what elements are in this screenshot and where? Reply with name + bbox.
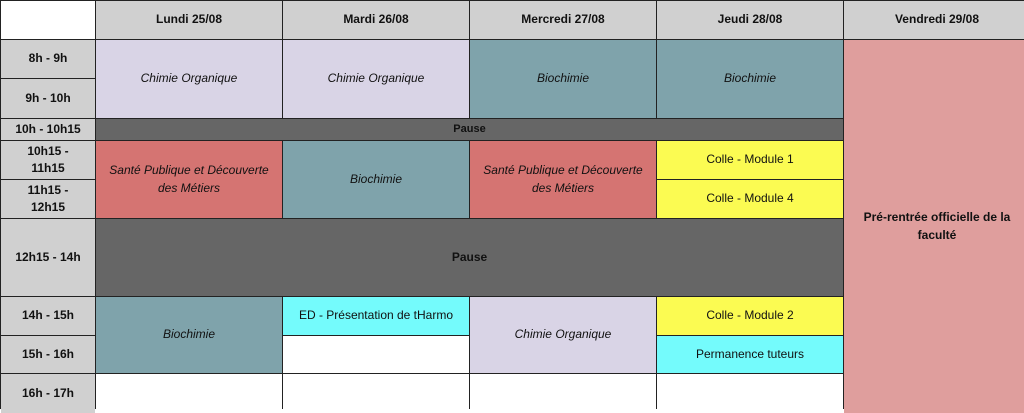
time-slot: 9h - 10h bbox=[1, 79, 95, 118]
event-cell: Santé Publique et Découverte des Métiers bbox=[470, 141, 656, 218]
event-cell: Chimie Organique bbox=[96, 40, 282, 118]
pause-bar: Pause bbox=[96, 219, 843, 296]
event-cell: Biochimie bbox=[283, 141, 469, 218]
pause-bar: Pause bbox=[96, 119, 843, 140]
day-header-wednesday: Mercredi 27/08 bbox=[470, 1, 656, 39]
day-header-monday: Lundi 25/08 bbox=[96, 1, 282, 39]
event-cell: Biochimie bbox=[470, 40, 656, 118]
empty-cell bbox=[283, 336, 469, 373]
event-cell: Biochimie bbox=[657, 40, 843, 118]
empty-cell bbox=[470, 374, 656, 413]
time-slot: 14h - 15h bbox=[1, 297, 95, 335]
event-cell: Chimie Organique bbox=[283, 40, 469, 118]
event-cell: ED - Présentation de tHarmo bbox=[283, 297, 469, 335]
day-header-thursday: Jeudi 28/08 bbox=[657, 1, 843, 39]
time-slot: 10h - 10h15 bbox=[1, 119, 95, 140]
day-header-friday: Vendredi 29/08 bbox=[844, 1, 1024, 39]
time-slot: 10h15 - 11h15 bbox=[1, 141, 95, 179]
event-cell: Pré-rentrée officielle de la faculté bbox=[844, 40, 1024, 413]
event-cell: Colle - Module 4 bbox=[657, 180, 843, 218]
event-cell: Colle - Module 1 bbox=[657, 141, 843, 179]
event-cell: Biochimie bbox=[96, 297, 282, 373]
empty-cell bbox=[657, 374, 843, 413]
time-slot: 16h - 17h bbox=[1, 374, 95, 413]
event-cell: Colle - Module 2 bbox=[657, 297, 843, 335]
day-header-tuesday: Mardi 26/08 bbox=[283, 1, 469, 39]
empty-cell bbox=[283, 374, 469, 413]
time-slot: 15h - 16h bbox=[1, 336, 95, 373]
event-cell: Chimie Organique bbox=[470, 297, 656, 373]
empty-cell bbox=[96, 374, 282, 413]
time-slot: 8h - 9h bbox=[1, 40, 95, 78]
event-cell: Santé Publique et Découverte des Métiers bbox=[96, 141, 282, 218]
event-cell: Permanence tuteurs bbox=[657, 336, 843, 373]
time-slot: 11h15 - 12h15 bbox=[1, 180, 95, 218]
time-slot: 12h15 - 14h bbox=[1, 219, 95, 296]
corner-cell bbox=[1, 1, 95, 39]
